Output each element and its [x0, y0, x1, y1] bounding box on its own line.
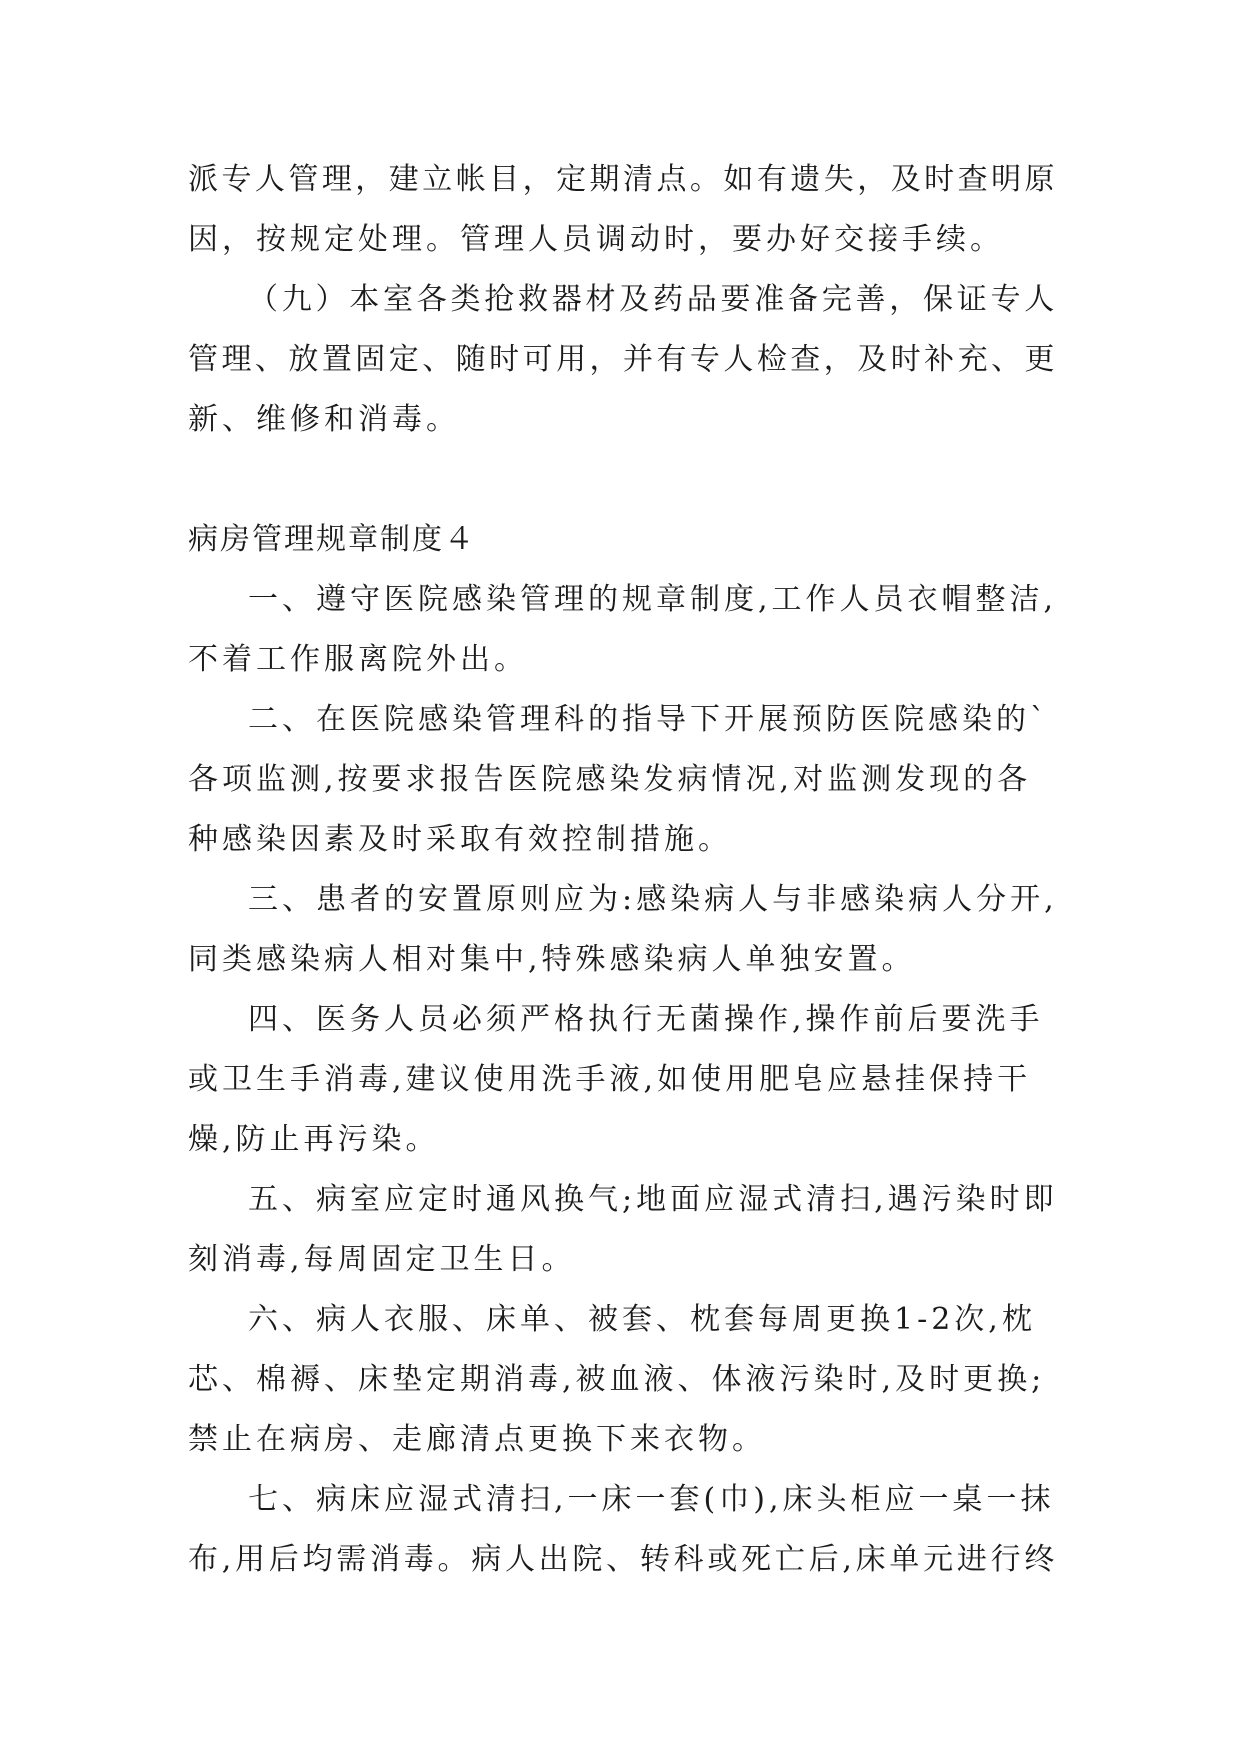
rule-1-line-2: 不着工作服离院外出。 [188, 642, 528, 677]
rule-1-line-1: 一、遵守医院感染管理的规章制度,工作人员衣帽整洁, [248, 582, 1058, 617]
rule-2-line-1: 二、在医院感染管理科的指导下开展预防医院感染的` [248, 702, 1049, 737]
rule-6-line-1: 六、病人衣服、床单、被套、枕套每周更换1-2次,枕 [248, 1302, 1036, 1337]
intro-line-1: 派专人管理，建立帐目，定期清点。如有遗失，及时查明原 [188, 162, 1058, 197]
rule-4-line-1: 四、医务人员必须严格执行无菌操作,操作前后要洗手 [248, 1002, 1044, 1037]
rule-5-line-2: 刻消毒,每周固定卫生日。 [188, 1242, 576, 1277]
rule-3-line-1: 三、患者的安置原则应为:感染病人与非感染病人分开, [248, 882, 1058, 917]
section-title: 病房管理规章制度４ [188, 522, 476, 557]
rule-4-line-2: 或卫生手消毒,建议使用洗手液,如使用肥皂应悬挂保持干 [188, 1062, 1032, 1097]
rule-7-line-2: 布,用后均需消毒。病人出院、转科或死亡后,床单元进行终 [188, 1542, 1059, 1577]
item-9-line-1: （九）本室各类抢救器材及药品要准备完善，保证专人 [248, 282, 1058, 317]
rule-4-line-3: 燥,防止再污染。 [188, 1122, 440, 1157]
item-9-line-3: 新、维修和消毒。 [188, 402, 460, 437]
rule-2-line-2: 各项监测,按要求报告医院感染发病情况,对监测发现的各 [188, 762, 1032, 797]
rule-5-line-1: 五、病室应定时通风换气;地面应湿式清扫,遇污染时即 [248, 1182, 1058, 1217]
intro-line-2: 因，按规定处理。管理人员调动时，要办好交接手续。 [188, 222, 1004, 257]
rule-7-line-1: 七、病床应湿式清扫,一床一套(巾),床头柜应一桌一抹 [248, 1482, 1055, 1517]
rule-3-line-2: 同类感染病人相对集中,特殊感染病人单独安置。 [188, 942, 916, 977]
item-9-line-2: 管理、放置固定、随时可用，并有专人检查，及时补充、更 [188, 342, 1058, 377]
rule-6-line-2: 芯、棉褥、床垫定期消毒,被血液、体液污染时,及时更换; [188, 1362, 1046, 1397]
rule-6-line-3: 禁止在病房、走廊清点更换下来衣物。 [188, 1422, 766, 1457]
rule-2-line-3: 种感染因素及时采取有效控制措施。 [188, 822, 732, 857]
